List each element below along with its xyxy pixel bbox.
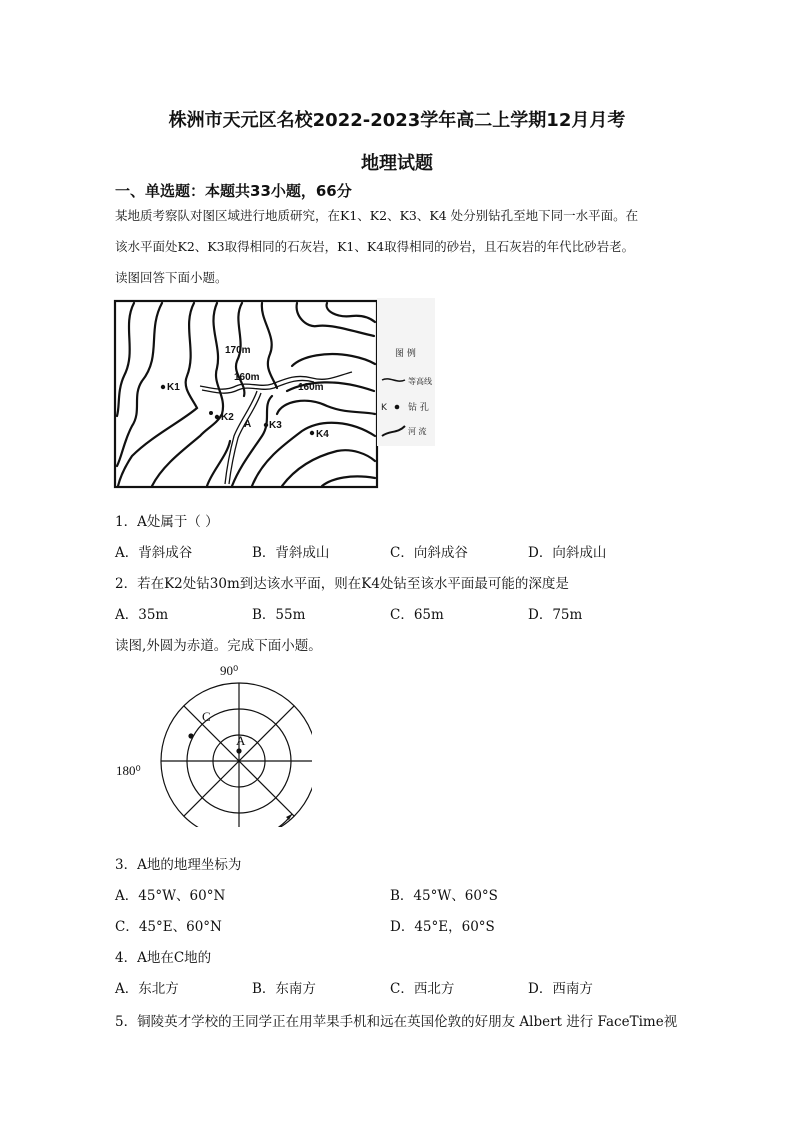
point-c-icon [188, 733, 193, 738]
polar-point-c-label: C [202, 709, 211, 724]
legend-k: K [381, 403, 387, 413]
question-2: 2．若在K2处钻30m到达该水平面，则在K4处钻至该水平面最可能的深度是 [115, 576, 569, 592]
q4-option-b: B．东南方 [252, 981, 316, 997]
borehole-k3-icon [264, 423, 268, 427]
q2-option-c: C．65m [390, 607, 444, 623]
q1-option-b: B．背斜成山 [252, 545, 330, 561]
q2-option-a: A．35m [115, 607, 169, 623]
question-5: 5．铜陵英才学校的王同学正在用苹果手机和远在英国伦敦的好朋友 Albert 进行 FaceTime视 [115, 1014, 678, 1030]
contour-map-figure [112, 296, 438, 492]
borehole-k2-dot-icon [209, 411, 213, 415]
q2-option-b: B．55m [252, 607, 306, 623]
contour-label-160-right: 160m [298, 382, 324, 393]
q3-option-d: D．45°E，60°S [390, 919, 495, 935]
point-label-a: A [244, 419, 252, 430]
legend-river: 河 流 [408, 427, 427, 436]
borehole-label-k1: K1 [167, 382, 180, 393]
polar-point-a-label: A [236, 733, 246, 748]
q3-option-a: A．45°W、60°N [115, 888, 226, 904]
q4-option-d: D．西南方 [528, 981, 593, 997]
legend-title: 图 例 [395, 349, 416, 359]
legend-borehole: 钻 孔 [408, 403, 429, 413]
q1-option-c: C．向斜成谷 [390, 545, 468, 561]
q4-option-c: C．西北方 [390, 981, 455, 997]
equator-circle [161, 683, 312, 827]
polar-left-label: 180⁰ [116, 763, 141, 778]
q1-option-d: D．向斜成山 [528, 545, 607, 561]
point-a-icon [236, 748, 241, 753]
intro-paragraph [115, 200, 695, 293]
polar-projection-figure [112, 657, 312, 827]
borehole-k2-icon [215, 415, 219, 419]
intro-2: 读图,外圆为赤道。完成下面小题。 [115, 638, 322, 654]
rotation-arrow-curve [257, 814, 292, 827]
question-4: 4．A地在C地的 [115, 950, 212, 966]
borehole-k4-icon [310, 431, 314, 435]
borehole-label-k4: K4 [316, 429, 329, 440]
document-subtitle: 地理试题 [361, 153, 433, 174]
contour-lines [117, 303, 375, 486]
question-3: 3．A地的地理坐标为 [115, 857, 242, 873]
intro-line: 读图回答下面小题。 [115, 270, 228, 285]
q4-option-a: A．东北方 [115, 981, 179, 997]
intro-line: 某地质考察队对图区域进行地质研究，在K1、K2、K3、K4 处分别钻孔至地下同一水平面。在 [115, 208, 639, 223]
borehole-label-k2: K2 [221, 412, 234, 423]
question-1: 1．A处属于（ ） [115, 514, 219, 530]
contour-label-170: 170m [225, 345, 251, 356]
section-heading: 一、单选题：本题共33小题，66分 [115, 182, 352, 200]
document-title: 株洲市天元区名校2022-2023学年高二上学期12月月考 [168, 110, 626, 131]
borehole-label-k3: K3 [269, 420, 282, 431]
legend-contour: 等高线 [408, 377, 432, 386]
q2-option-d: D．75m [528, 607, 583, 623]
legend-borehole-icon [395, 405, 400, 410]
contour-label-160-left: 160m [234, 372, 260, 383]
map-legend [377, 298, 435, 446]
borehole-k1-icon [161, 385, 165, 389]
intro-line: 该水平面处K2、K3取得相同的石灰岩，K1、K4取得相同的砂岩，且石灰岩的年代比砂岩老。 [115, 239, 635, 254]
polar-top-label: 90⁰ [220, 663, 239, 678]
q3-option-c: C．45°E、60°N [115, 919, 222, 935]
q1-option-a: A．背斜成谷 [115, 545, 193, 561]
q3-option-b: B．45°W、60°S [390, 888, 498, 904]
